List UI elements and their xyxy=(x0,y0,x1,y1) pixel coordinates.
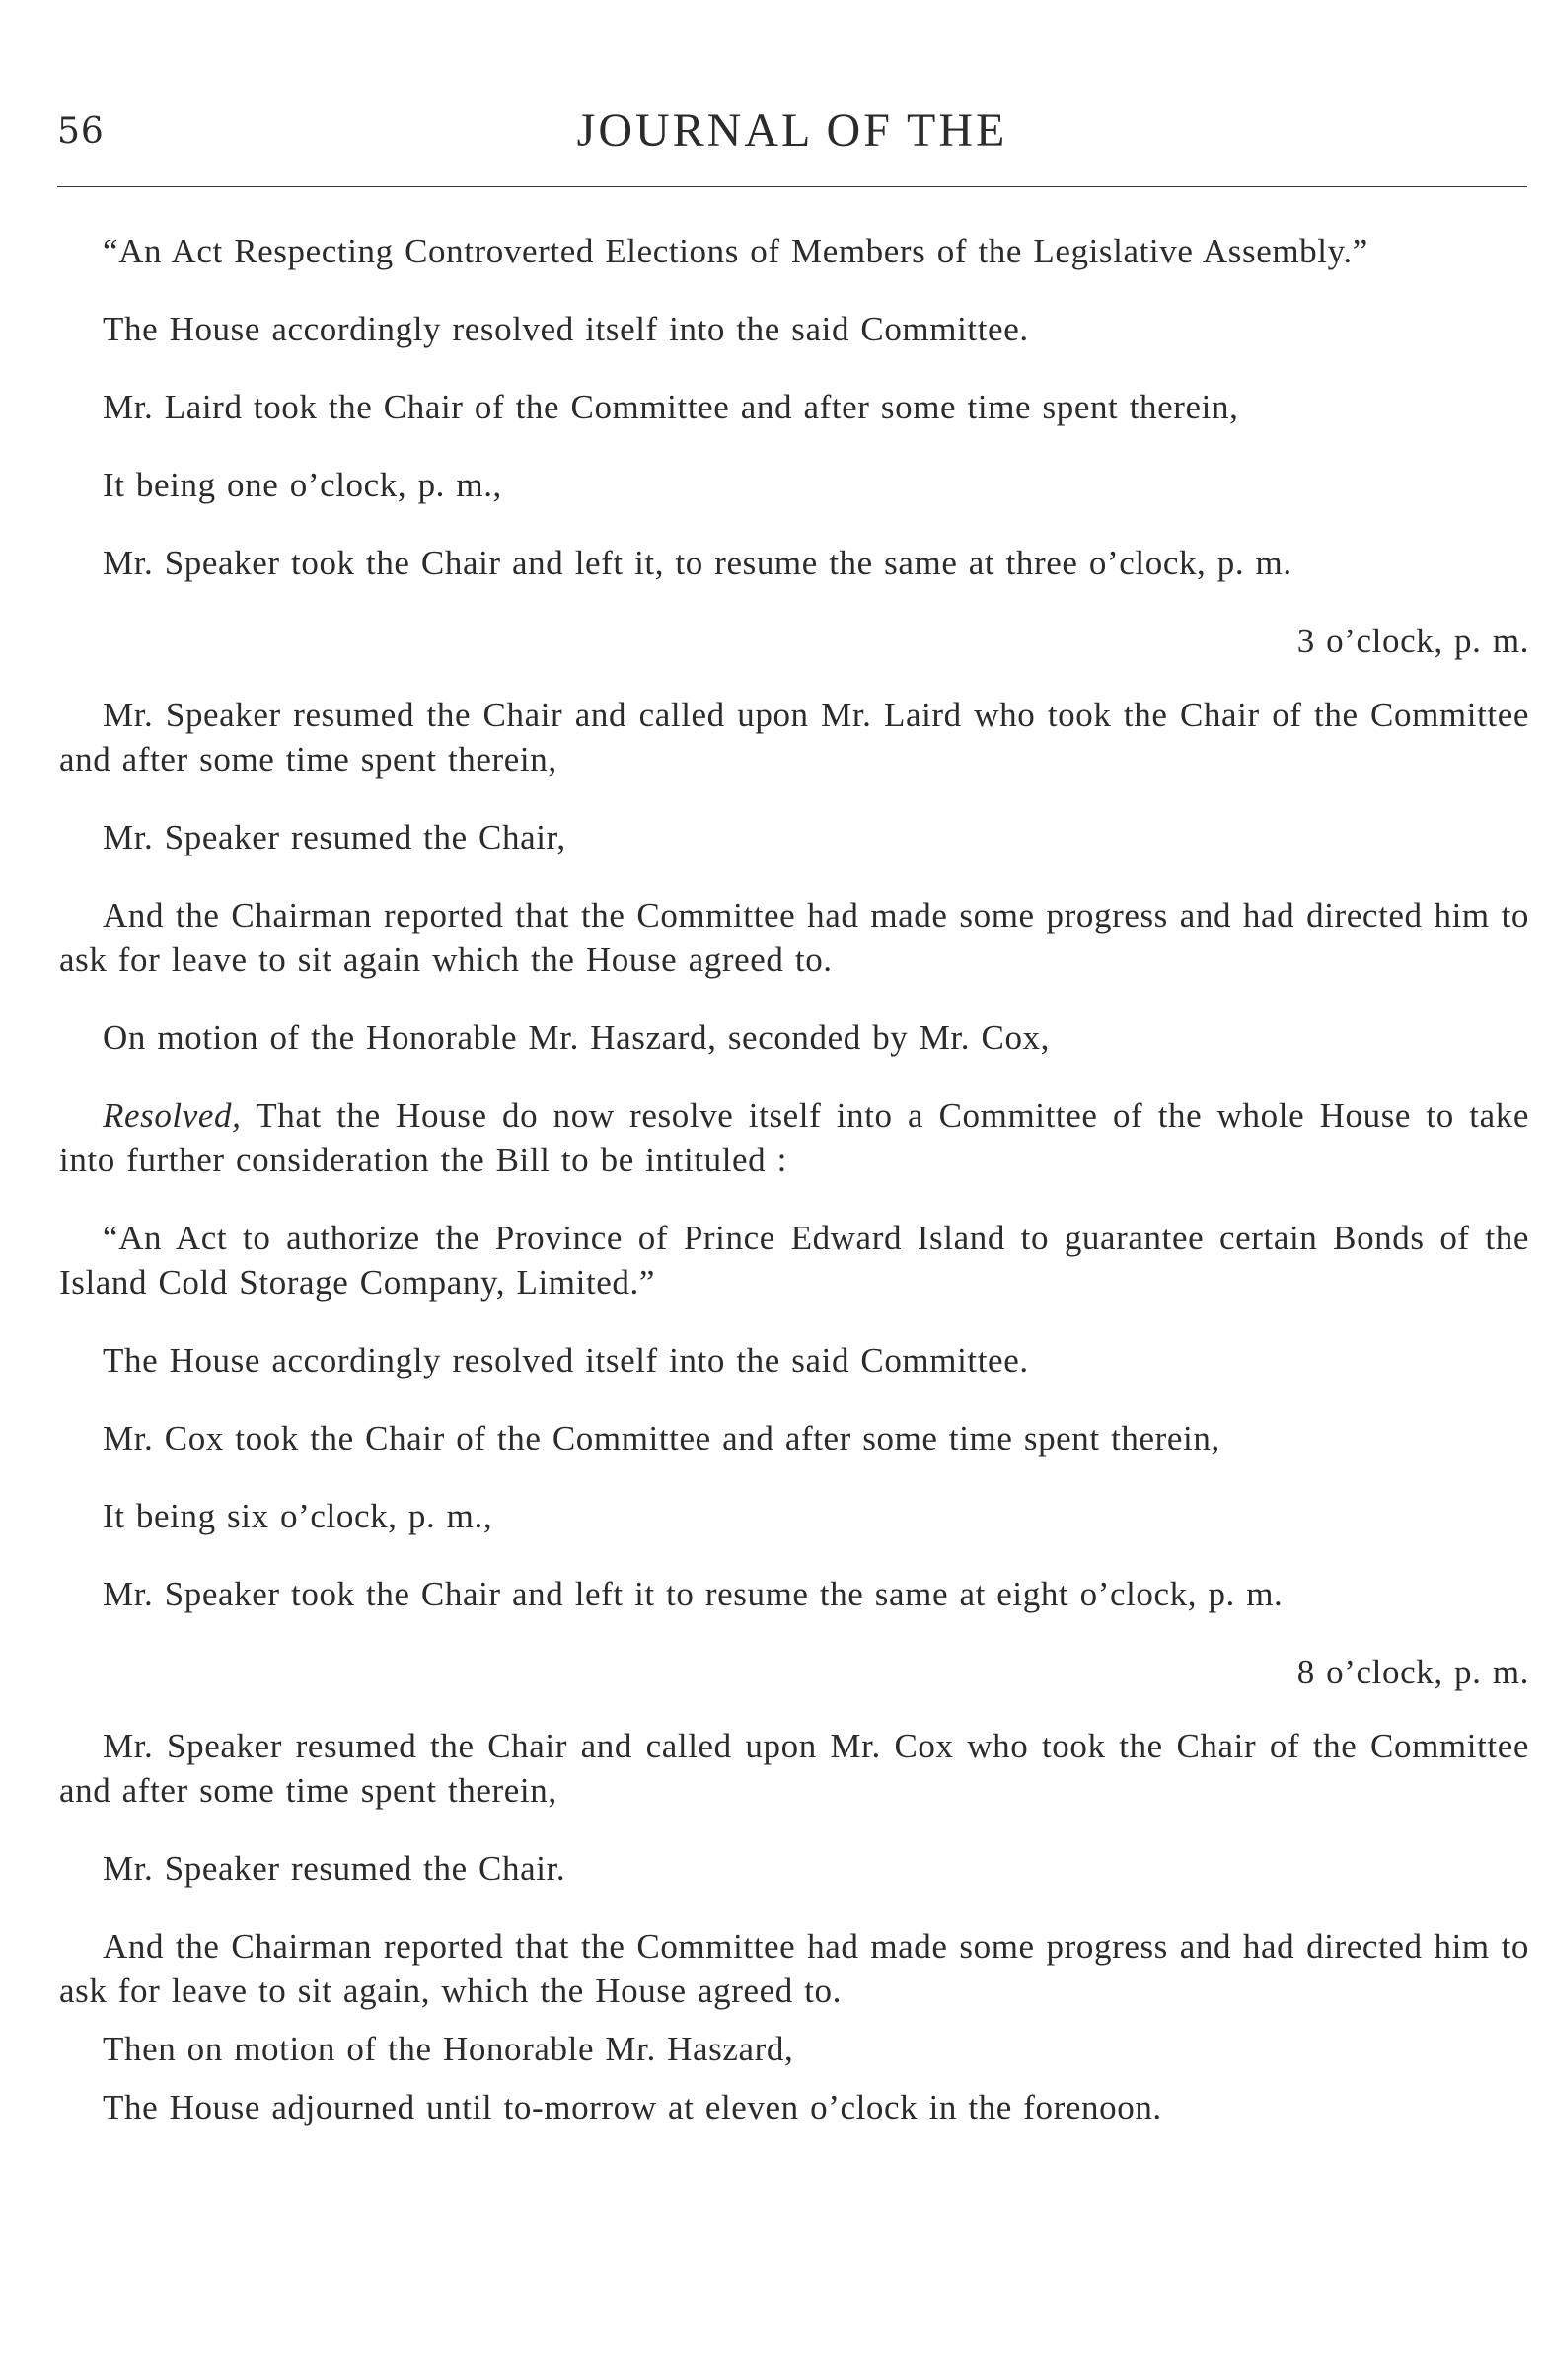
motion-paragraph: On motion of the Honorable Mr. Haszard, seconded by Mr. Cox, xyxy=(103,1018,1051,1057)
chairman-report-paragraph-2: And the Chairman reported that the Committee had made some progress and had directed him to ask for leave to sit again, which the House agreed to. xyxy=(59,1927,1529,2010)
chair-taken-paragraph-2: Mr. Cox took the Chair of the Committee and after some time spent therein, xyxy=(103,1419,1220,1457)
committee-resolution-paragraph-2: The House accordingly resolved itself into the said Committee. xyxy=(103,1341,1029,1379)
header-rule xyxy=(57,186,1527,187)
chair-taken-paragraph: Mr. Laird took the Chair of the Committee and after some time spent therein, xyxy=(103,388,1239,426)
speaker-left-chair-paragraph-2: Mr. Speaker took the Chair and left it to resume the same at eight o’clock, p. m. xyxy=(103,1575,1284,1613)
page-number: 56 xyxy=(57,112,105,152)
time-marker-8pm: 8 o’clock, p. m. xyxy=(1296,1653,1529,1691)
speaker-resumed-called-paragraph-2: Mr. Speaker resumed the Chair and called upon Mr. Cox who took the Chair of the Committee and after some time spent therein, xyxy=(59,1727,1529,1810)
speaker-resumed-paragraph-2: Mr. Speaker resumed the Chair. xyxy=(103,1849,566,1888)
act-title-paragraph: “An Act Respecting Controverted Elections of Members of the Legislative Assembly.” xyxy=(103,232,1368,270)
adjournment-motion-paragraph: Then on motion of the Honorable Mr. Haszard, xyxy=(103,2030,794,2068)
chairman-report-paragraph: And the Chairman reported that the Committee had made some progress and had directed him to ask for leave to sit again which the House agreed to. xyxy=(59,896,1529,979)
bond-act-paragraph: “An Act to authorize the Province of Prince Edward Island to guarantee certain Bonds of the Island Cold Storage Company, Limited.” xyxy=(59,1219,1529,1302)
resolution-paragraph xyxy=(59,1093,1529,1182)
speaker-left-chair-paragraph: Mr. Speaker took the Chair and left it, to resume the same at three o’clock, p. m. xyxy=(103,544,1292,582)
speaker-resumed-called-paragraph: Mr. Speaker resumed the Chair and called upon Mr. Laird who took the Chair of the Committee and after some time spent therein, xyxy=(59,696,1529,779)
time-note-paragraph-2: It being six o’clock, p. m., xyxy=(103,1497,493,1535)
adjournment-paragraph: The House adjourned until to-morrow at eleven o’clock in the forenoon. xyxy=(103,2088,1162,2126)
page-header xyxy=(57,104,1527,173)
committee-resolution-paragraph: The House accordingly resolved itself into the said Committee. xyxy=(103,310,1029,348)
running-title: JOURNAL OF THE xyxy=(576,105,1008,157)
time-note-paragraph: It being one o’clock, p. m., xyxy=(103,466,502,504)
time-marker-3pm: 3 o’clock, p. m. xyxy=(1296,622,1529,660)
resolution-text: That the House do now resolve itself into a Committee of the whole House to take into further consideration the Bill to be intituled : xyxy=(59,1096,1529,1179)
resolved-label: Resolved, xyxy=(103,1096,242,1135)
journal-body xyxy=(59,229,1529,2129)
speaker-resumed-paragraph: Mr. Speaker resumed the Chair, xyxy=(103,818,566,856)
